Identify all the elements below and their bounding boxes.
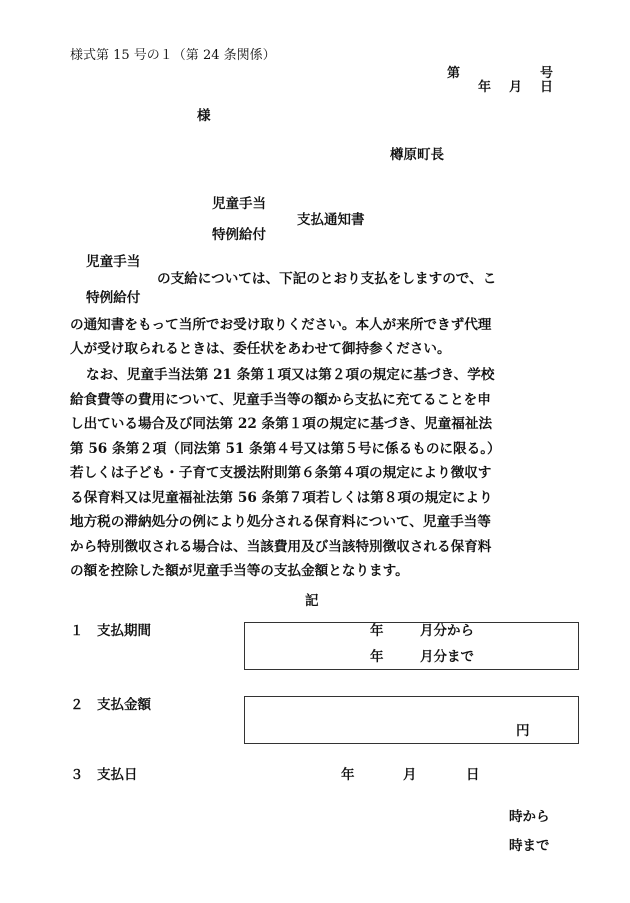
notice-line: なお、児童手当法第 21 条第１項又は第２項の規定に基づき、学校 xyxy=(86,367,495,383)
doc-number-prefix: 第 xyxy=(447,66,461,81)
issuer-name: 樽原町長 xyxy=(390,147,444,163)
issue-date-year: 年 xyxy=(478,80,492,95)
notice-line: 若しくは子ども・子育て支援法附則第６条第４項の規定により徴収す xyxy=(70,465,492,481)
intro-line-2: の通知書をもって当所でお受け取りください。本人が来所できず代理 xyxy=(70,317,492,333)
notice-line: し出ている場合及び同法第 22 条第１項の規定に基づき、児童福祉法 xyxy=(70,416,493,432)
time-from: 時から xyxy=(509,809,550,825)
title-option-1: 児童手当 xyxy=(212,196,266,212)
time-to: 時まで xyxy=(509,838,550,854)
period-to-month: 月分まで xyxy=(420,649,474,665)
intro-line-1: の支給については、下記のとおり支払をしますので、こ xyxy=(157,271,497,287)
payment-date-year: 年 xyxy=(341,767,355,783)
amount-unit: 円 xyxy=(516,723,530,739)
notice-line: 第 56 条第２項（同法第 51 条第４号又は第５号に係るものに限る。） xyxy=(70,441,501,457)
document-title: 支払通知書 xyxy=(297,212,365,228)
period-from-month: 月分から xyxy=(420,623,474,639)
notice-line: る保育料又は児童福祉法第 56 条第７項若しくは第８項の規定により xyxy=(70,490,493,506)
intro-option-1: 児童手当 xyxy=(86,254,141,270)
payment-date-day: 日 xyxy=(466,767,480,783)
period-to-year: 年 xyxy=(370,649,384,665)
notice-line: 給食費等の費用について、児童手当等の額から支払に充てることを申 xyxy=(70,392,491,408)
title-option-2: 特例給付 xyxy=(212,227,266,243)
notice-line: 地方税の滞納処分の例により処分される保育料について、児童手当等 xyxy=(70,514,491,530)
period-from-year: 年 xyxy=(370,623,384,639)
payment-period-box xyxy=(244,622,579,670)
ki-heading: 記 xyxy=(305,593,319,609)
intro-option-2: 特例給付 xyxy=(86,290,141,306)
intro-line-3: 人が受け取られるときは、委任状をあわせて御持参ください。 xyxy=(70,341,451,357)
payment-period-label: １ 支払期間 xyxy=(70,623,151,639)
form-number: 様式第 15 号の１（第 24 条関係） xyxy=(70,48,276,63)
notice-line: の額を控除した額が児童手当等の支払金額となります。 xyxy=(70,563,409,579)
payment-amount-label: ２ 支払金額 xyxy=(70,697,151,713)
addressee-suffix: 様 xyxy=(197,108,211,124)
payment-date-label: ３ 支払日 xyxy=(70,767,138,783)
payment-date-month: 月 xyxy=(403,767,417,783)
doc-number-suffix: 号 xyxy=(540,66,554,81)
issue-date-day: 日 xyxy=(540,80,554,95)
issue-date-month: 月 xyxy=(509,80,523,95)
notice-line: から特別徴収される場合は、当該費用及び当該特別徴収される保育料 xyxy=(70,539,492,555)
